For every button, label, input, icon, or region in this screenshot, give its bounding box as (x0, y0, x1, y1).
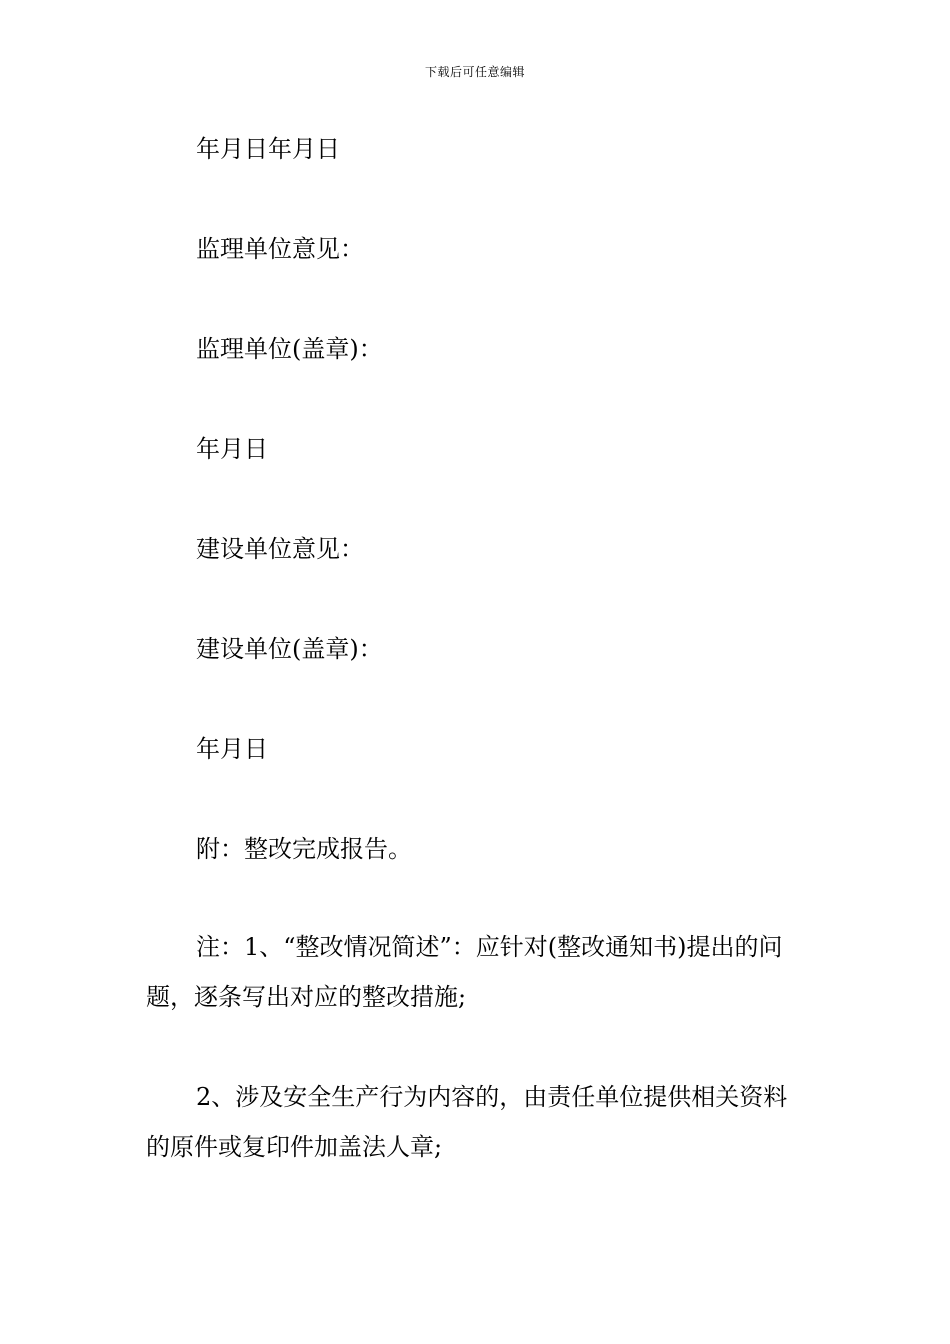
paragraph-note-2: 2、涉及安全生产行为内容的，由责任单位提供相关资料的原件或复印件加盖法人章; (146, 1083, 788, 1161)
paragraph-attachment: 附：整改完成报告。 (196, 835, 412, 863)
paragraph-supervisor-date: 年月日 (196, 435, 268, 463)
paragraph-supervisor-seal: 监理单位(盖章)： (196, 335, 383, 363)
paragraph-note-1: 注：1、“整改情况简述”：应针对(整改通知书)提出的问题，逐条写出对应的整改措施; (146, 933, 783, 1011)
paragraph-owner-seal: 建设单位(盖章)： (196, 635, 383, 663)
paragraph-date-pair: 年月日年月日 (196, 135, 340, 163)
paragraph-owner-date: 年月日 (196, 735, 268, 763)
paragraph-owner-opinion: 建设单位意见： (196, 535, 364, 563)
paragraph-supervisor-opinion: 监理单位意见： (196, 235, 364, 263)
page-header: 下载后可任意编辑 (424, 65, 525, 79)
